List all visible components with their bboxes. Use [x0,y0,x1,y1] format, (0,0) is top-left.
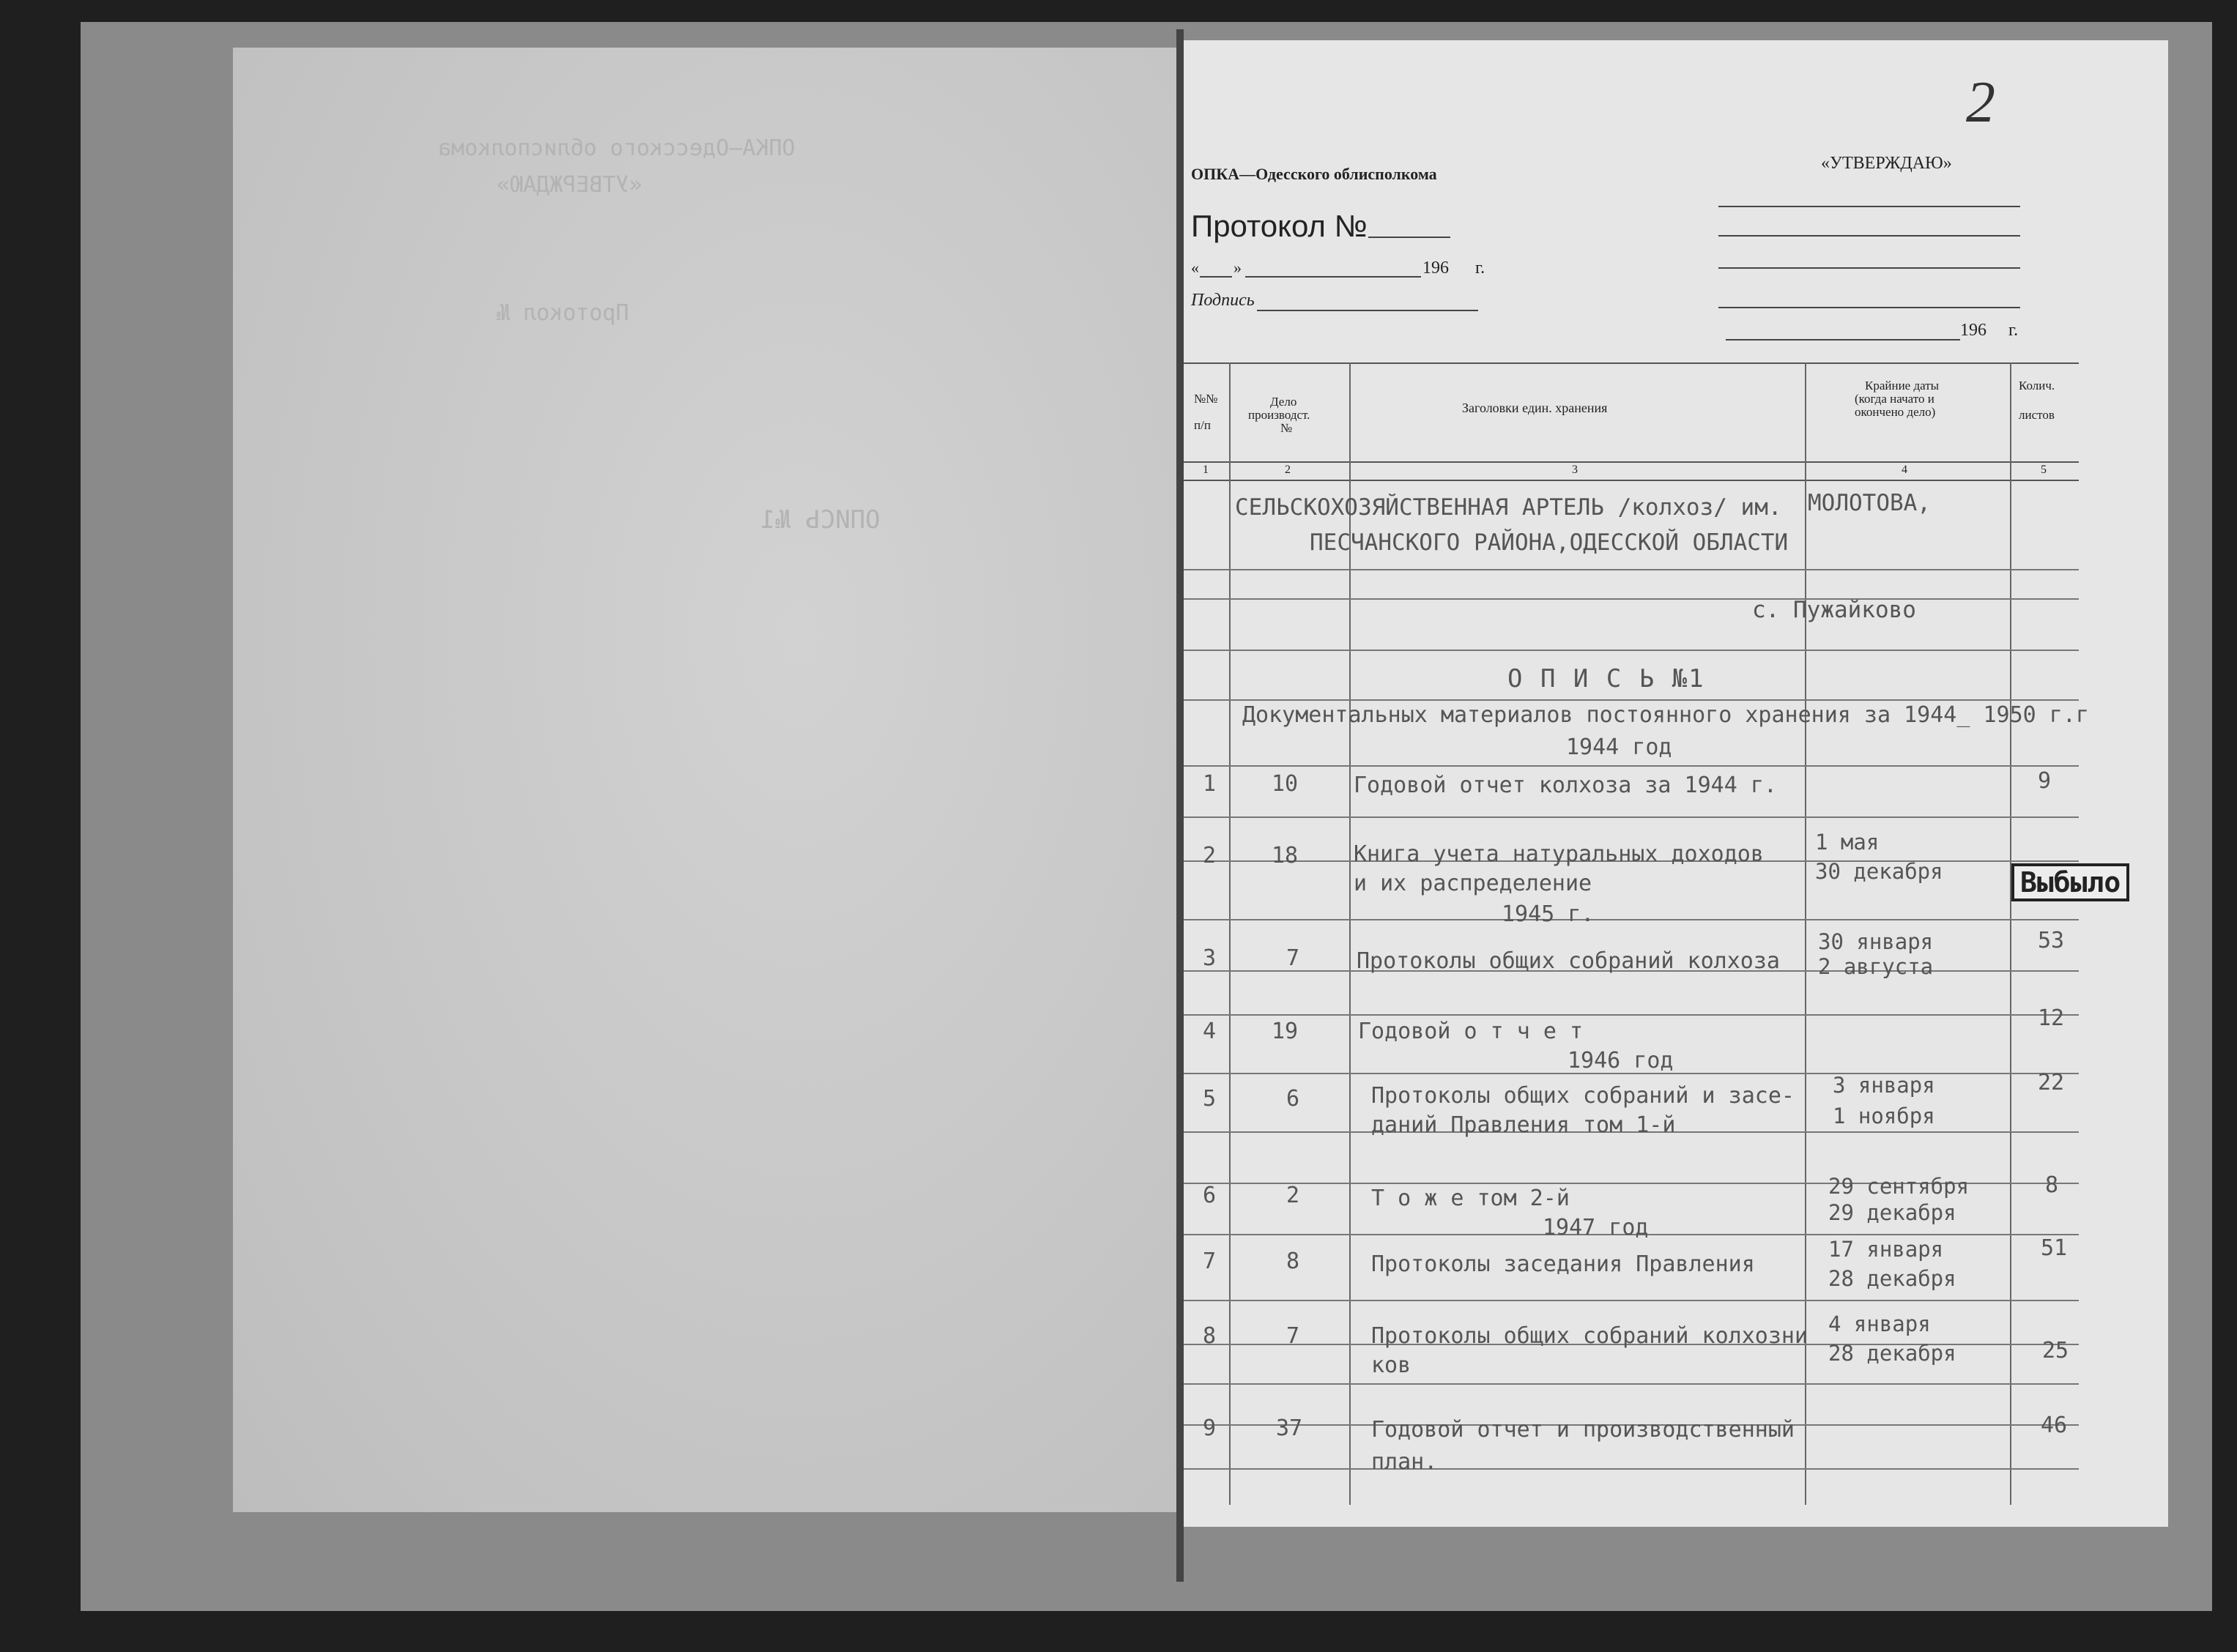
org-name: ОПКА—Одесского облисполкома [1191,165,1437,183]
col2-header-line3: № [1280,421,1293,435]
row-7-sheets: 51 [2041,1235,2068,1261]
row-line [1184,699,2079,701]
row-6-sheets: 8 [2045,1172,2059,1198]
row-3-date-end: 2 августа [1818,954,1934,979]
row-5-title-line1: Протоколы общих собраний и засе- [1371,1083,1795,1109]
row-5-case: 6 [1286,1086,1300,1112]
withdrawn-stamp: Выбыло [2011,863,2129,901]
row-7-number: 7 [1203,1249,1217,1274]
row-6-title: Т о ж е том 2-й [1371,1186,1570,1211]
page-number: 2 [1966,70,1995,135]
approve-line [1718,235,2020,237]
row-4-case: 19 [1272,1019,1299,1044]
year-header-1944: 1944 год [1566,734,1672,760]
village-name: с. Пужайково [1752,597,1916,623]
col1-header-line2: п/п [1194,418,1211,432]
col-number: 1 [1203,464,1209,476]
header-divider [1184,461,2079,463]
row-5-date-end: 1 ноября [1833,1104,1935,1128]
date-quote-close: » [1233,258,1242,277]
row-2-date-start: 1 мая [1815,830,1880,855]
row-1-case: 10 [1272,771,1299,797]
row-4-number: 4 [1203,1019,1217,1044]
bleed-through-text: «УТВЕРЖДАЮ» [497,172,642,198]
year-label: 196 [1422,258,1449,278]
row-7-case: 8 [1286,1249,1300,1274]
date-month-blank [1245,276,1421,278]
row-2-case: 18 [1272,843,1299,868]
col-number: 2 [1285,464,1291,476]
row-line [1184,1468,2079,1470]
row-8-title-line1: Протоколы общих собраний колхозни [1371,1323,1808,1349]
title-line-1a: СЕЛЬСКОХОЗЯЙСТВЕННАЯ АРТЕЛЬ /колхоз/ им. [1235,494,1782,521]
col-divider [1229,362,1231,1505]
row-2-number: 2 [1203,843,1217,868]
table-top-line [1184,362,2079,364]
row-7-date-start: 17 января [1828,1237,1944,1262]
row-line [1184,598,2079,600]
row-line [1184,650,2079,651]
row-8-title-line2: ков [1371,1353,1411,1378]
year-header-1947: 1947 год [1543,1215,1649,1240]
row-line [1184,569,2079,570]
row-9-title-line2: план. [1371,1449,1438,1475]
row-7-date-end: 28 декабря [1828,1266,1956,1291]
page-fold [1176,29,1184,1582]
col4-header-line3: окончено дело) [1855,405,1936,419]
row-line [1184,1300,2079,1301]
row-1-number: 1 [1203,771,1217,797]
date-quote-open: « [1191,258,1199,277]
row-4-title: Годовой о т ч е т [1358,1019,1584,1044]
protocol-label: Протокол № [1191,209,1368,243]
protocol-number-blank [1368,237,1450,238]
left-page [233,48,1176,1512]
year-header-1946: 1946 год [1568,1048,1674,1074]
signature-blank [1257,310,1478,311]
row-8-date-start: 4 января [1828,1311,1931,1336]
row-2-title-line1: Книга учета натуральных доходов [1354,841,1764,867]
row-1-title: Годовой отчет колхоза за 1944 г. [1354,773,1777,798]
row-5-title-line2: даний Правления том 1-й [1371,1112,1676,1138]
title-line-1b: МОЛОТОВА, [1808,490,1931,516]
row-5-date-start: 3 января [1833,1073,1935,1098]
row-4-sheets: 12 [2038,1005,2065,1031]
approve-line [1718,267,2020,269]
approve-line [1718,206,2020,207]
row-9-number: 9 [1203,1415,1217,1441]
row-6-number: 6 [1203,1183,1217,1208]
col2-header-line2: производст. [1248,408,1310,422]
title-line-2: ПЕСЧАНСКОГО РАЙОНА,ОДЕССКОЙ ОБЛАСТИ [1310,529,1789,556]
row-line [1184,1383,2079,1385]
row-5-number: 5 [1203,1086,1217,1112]
row-8-date-end: 28 декабря [1828,1341,1956,1366]
header-number-line [1184,480,2079,481]
col1-header-line1: №№ [1194,392,1218,406]
row-3-number: 3 [1203,945,1217,971]
col4-header-line2: (когда начато и [1855,392,1934,406]
col5-header-line2: листов [2019,408,2055,422]
date-day-blank [1200,276,1232,278]
row-3-title: Протоколы общих собраний колхоза [1357,948,1780,974]
approve-year-suffix: г. [2008,321,2019,340]
row-6-case: 2 [1286,1183,1300,1208]
approve-date-blank [1784,339,1960,341]
row-8-number: 8 [1203,1323,1217,1349]
col-number: 5 [2041,464,2047,476]
row-9-sheets: 46 [2041,1413,2068,1438]
col5-header-line1: Колич. [2019,379,2055,392]
row-8-case: 7 [1286,1323,1300,1349]
signature-label: Подпись [1191,291,1255,310]
year-suffix: г. [1475,258,1485,278]
row-1-sheets: 9 [2038,768,2052,794]
col3-header: Заголовки един. хранения [1462,401,1608,415]
bleed-through-text: ОПКА—Одесского облисполкома [438,135,795,161]
col-divider [2010,362,2011,1505]
row-3-sheets: 53 [2038,928,2065,953]
row-9-case: 37 [1276,1415,1303,1441]
col-number: 3 [1572,464,1578,476]
row-6-date-end: 29 декабря [1828,1200,1956,1225]
col-number: 4 [1902,464,1907,476]
document-page [1184,40,2168,1527]
row-3-case: 7 [1286,945,1300,971]
row-2-date-end: 30 декабря [1815,859,1943,884]
row-3-date-start: 30 января [1818,929,1934,954]
year-header-1945: 1945 г. [1502,901,1595,927]
bleed-through-text: Протокол № [497,300,629,326]
opis-title: О П И С Ь №1 [1507,664,1705,693]
col2-header-line1: Дело [1270,395,1297,409]
row-8-sheets: 25 [2042,1338,2069,1363]
approve-label: «УТВЕРЖДАЮ» [1821,154,1952,173]
row-5-sheets: 22 [2038,1070,2065,1095]
approve-year: 196 [1960,321,1986,340]
row-7-title: Протоколы заседания Правления [1371,1251,1755,1277]
row-line [1184,765,2079,767]
bleed-through-text: ОПИСЬ №1 [760,505,880,535]
docs-title: Документальных материалов постоянного хранения за 1944_ 1950 г.г [1242,702,2089,728]
row-2-title-line2: и их распределение [1354,871,1592,896]
row-line [1184,919,2079,920]
approve-line [1718,307,2020,308]
col4-header-line1: Крайние даты [1865,379,1940,392]
row-6-date-start: 29 сентября [1828,1174,1970,1199]
row-line [1184,1014,2079,1016]
row-9-title-line1: Годовой отчет и производственный [1371,1417,1795,1443]
row-line [1184,816,2079,818]
